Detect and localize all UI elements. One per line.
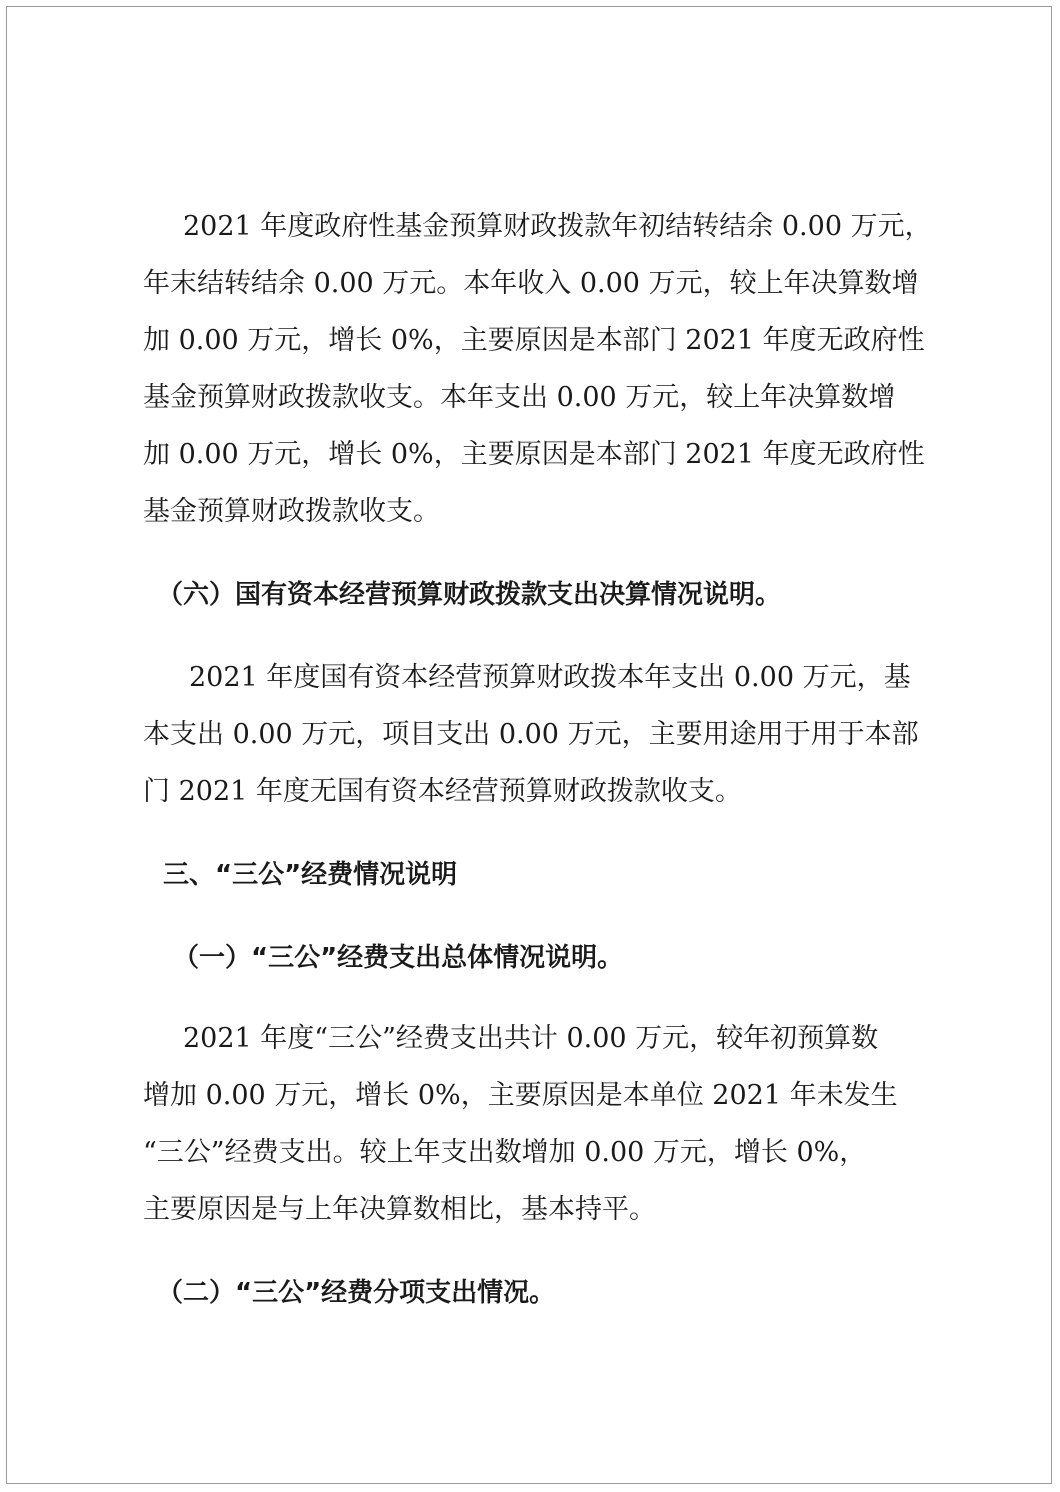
subsection-heading: （一）“三公”经费支出总体情况说明。 bbox=[173, 943, 624, 973]
paragraph-line: 年末结转结余 0.00 万元。本年收入 0.00 万元，较上年决算数增 bbox=[143, 268, 919, 299]
part-heading: 三、“三公”经费情况说明 bbox=[163, 860, 458, 890]
subsection-heading: （二）“三公”经费分项支出情况。 bbox=[157, 1278, 556, 1308]
paragraph-line: 门 2021 年度无国有资本经营预算财政拨款收支。 bbox=[143, 776, 742, 807]
paragraph-line: 基金预算财政拨款收支。 bbox=[143, 496, 440, 527]
paragraph-line: 加 0.00 万元，增长 0%，主要原因是本部门 2021 年度无政府性 bbox=[143, 439, 925, 470]
paragraph-line: 基金预算财政拨款收支。本年支出 0.00 万元，较上年决算数增 bbox=[143, 382, 896, 413]
section-heading: （六）国有资本经营预算财政拨款支出决算情况说明。 bbox=[157, 580, 782, 610]
paragraph-line: 本支出 0.00 万元，项目支出 0.00 万元，主要用途用于用于本部 bbox=[143, 719, 919, 750]
paragraph-line: 2021 年度国有资本经营预算财政拨本年支出 0.00 万元，基 bbox=[189, 662, 911, 693]
paragraph-line: “三公”经费支出。较上年支出数增加 0.00 万元，增长 0%， bbox=[143, 1137, 867, 1168]
paragraph-line: 主要原因是与上年决算数相比，基本持平。 bbox=[143, 1194, 656, 1225]
document-page bbox=[6, 6, 1052, 1484]
paragraph-line: 2021 年度政府性基金预算财政拨款年初结转结余 0.00 万元， bbox=[183, 211, 932, 242]
paragraph-line: 增加 0.00 万元，增长 0%，主要原因是本单位 2021 年未发生 bbox=[143, 1080, 898, 1111]
paragraph-line: 2021 年度“三公”经费支出共计 0.00 万元，较年初预算数 bbox=[183, 1023, 879, 1054]
paragraph-line: 加 0.00 万元，增长 0%，主要原因是本部门 2021 年度无政府性 bbox=[143, 325, 925, 356]
